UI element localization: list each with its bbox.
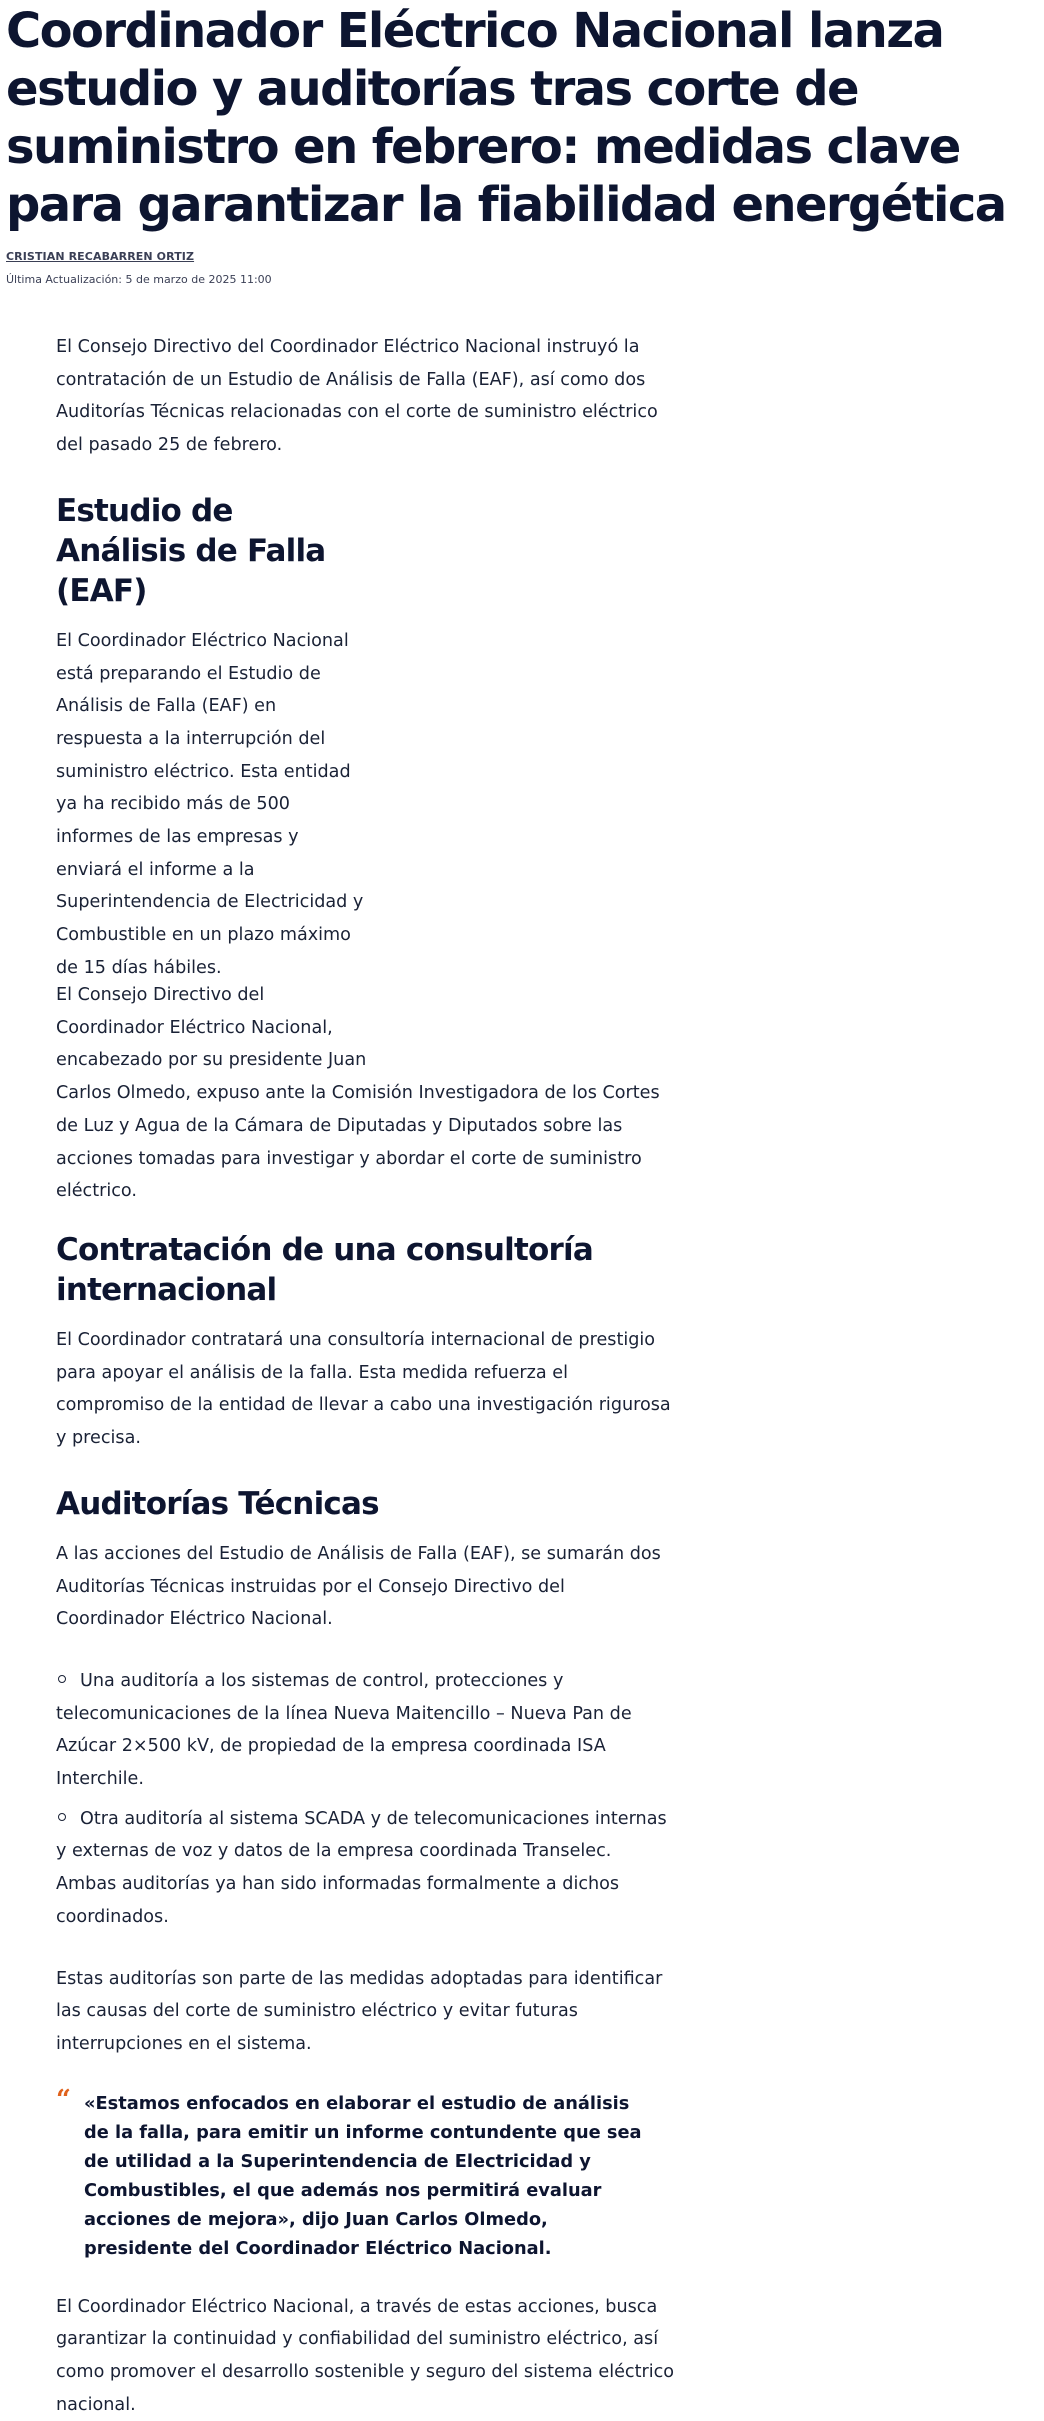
list-item — [56, 1803, 676, 1934]
list-item-text: Otra auditoría al sistema SCADA y de telecomunicaciones internas y externas de voz y datos de la empresa coordinada Transelec. Ambas auditorías ya han sido informadas formalmente a dichos coordinados. — [56, 1808, 667, 1927]
eaf-paragraph-1: El Coordinador Eléctrico Nacional está preparando el Estudio de Análisis de Falla (EAF) en respuesta a la interrupción del suministro eléctrico. Esta entidad ya ha recibido más de 500 informes de las empresas y enviará el informe a la Superintendencia de Electricidad y Combustible en un plazo máximo de 15 días hábiles. — [56, 630, 364, 978]
heading-auditorias: Auditorías Técnicas — [56, 1485, 379, 1522]
article-body-lower — [56, 1230, 676, 2421]
final-paragraph: El Coordinador Eléctrico Nacional, a través de estas acciones, busca garantizar la continuidad y confiabilidad del suministro eléctrico, así como promover el desarrollo sostenible y seguro del sistema eléctrico nacional. — [56, 2296, 675, 2415]
author-link[interactable]: CRISTIAN RECABARREN ORTIZ — [6, 250, 195, 263]
heading-consultoria: Contratación de una consultoría internacional — [56, 1232, 593, 1308]
pull-quote — [56, 2084, 644, 2263]
consultoria-paragraph: El Coordinador contratará una consultoría internacional de prestigio para apoyar el análisis de la falla. Esta medida refuerza el compromiso de la entidad de llevar a cabo una investigación rigurosa y precisa. — [56, 1330, 671, 1449]
heading-eaf: Estudio de Análisis de Falla (EAF) — [56, 492, 326, 609]
eaf-paragraph-2-container — [56, 979, 676, 1208]
layout-spacer — [371, 979, 676, 1075]
circle-bullet-icon — [58, 1675, 66, 1683]
auditorias-paragraph: A las acciones del Estudio de Análisis de Falla (EAF), se sumarán dos Auditorías Técnicas instruidas por el Consejo Directivo del Coordinador Eléctrico Nacional. — [56, 1543, 661, 1630]
intro-paragraph: El Consejo Directivo del Coordinador Eléctrico Nacional instruyó la contratación de un Estudio de Análisis de Falla (EAF), así como dos Auditorías Técnicas relacionadas con el corte de suministro eléctrico del pasado 25 de febrero. — [56, 337, 658, 456]
auditorias-closing: Estas auditorías son parte de las medidas adoptadas para identificar las causas del corte de suministro eléctrico y evitar futuras interrupciones en el sistema. — [56, 1968, 663, 2054]
auditorias-list — [56, 1665, 676, 1934]
eaf-paragraph-2: El Consejo Directivo del Coordinador Eléctrico Nacional, encabezado por su presidente Juan Carlos Olmedo, expuso ante la Comisión Investigadora de los Cortes de Luz y Agua de la Cámara de Diputadas y Diputados sobre las acciones tomadas para investigar y abordar el corte de suministro eléctrico. — [56, 979, 676, 1208]
last-updated-label: Última Actualización: — [6, 273, 122, 286]
list-item — [56, 1665, 676, 1796]
quote-text: «Estamos enfocados en elaborar el estudio de análisis de la falla, para emitir un informe contundente que sea de utilidad a la Superintendencia de Electricidad y Combustibles, el que además nos permitirá evaluar acciones de mejora», dijo Juan Carlos Olmedo, presidente del Coordinador Eléctrico Nacional. — [84, 2092, 642, 2259]
circle-bullet-icon — [58, 1813, 66, 1821]
last-updated — [6, 273, 272, 286]
article-headline: Coordinador Eléctrico Nacional lanza estudio y auditorías tras corte de suministro en febrero: medidas clave para garantizar la fiabilidad energética — [6, 3, 1006, 233]
list-item-text: Una auditoría a los sistemas de control, protecciones y telecomunicaciones de la línea Nueva Maitencillo – Nueva Pan de Azúcar 2×500 kV, de propiedad de la empresa coordinada ISA Interchile. — [56, 1670, 632, 1790]
last-updated-date: 5 de marzo de 2025 11:00 — [125, 273, 272, 286]
quote-mark-icon: “ — [56, 2084, 71, 2115]
